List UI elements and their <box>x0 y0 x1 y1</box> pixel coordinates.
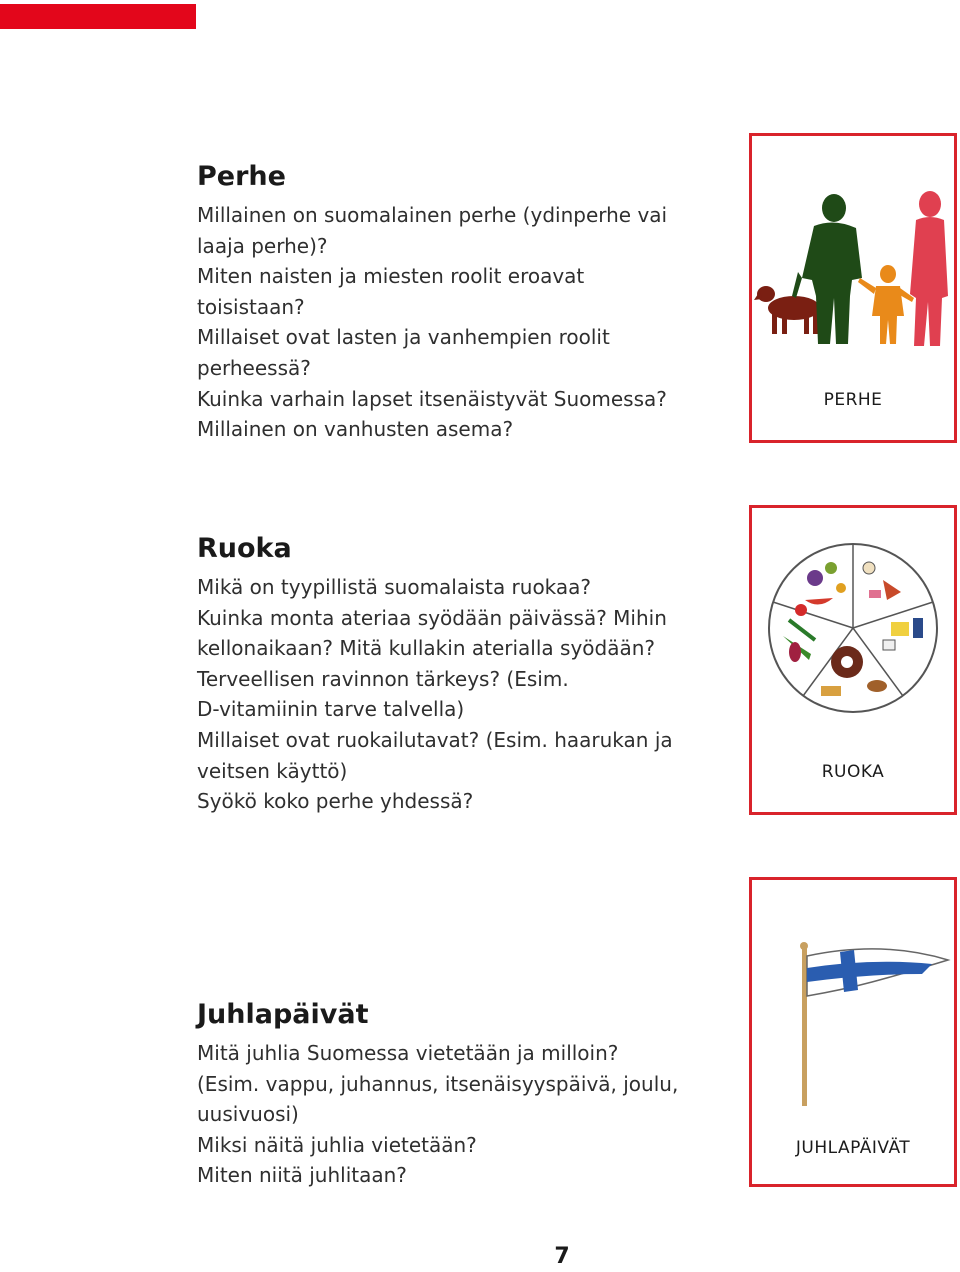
child-figure <box>858 265 914 344</box>
woman-figure <box>910 191 948 346</box>
card-caption-perhe: PERHE <box>823 390 883 410</box>
question-line: Mikä on tyypillistä suomalaista ruokaa? <box>197 575 592 599</box>
question-line: Miten niitä juhlitaan? <box>197 1163 407 1188</box>
question-list-ruoka <box>197 572 717 817</box>
question-list-juhlapaivat <box>197 1038 717 1191</box>
question-line: Mitä juhlia Suomessa vietetään ja milloin? <box>197 1041 619 1065</box>
section-title-perhe: Perhe <box>197 161 286 192</box>
question-line: uusivuosi) <box>197 1102 299 1127</box>
question-line: toisistaan? <box>197 294 305 319</box>
question-line: Millaiset ovat ruokailutavat? (Esim. haarukan ja <box>197 727 673 752</box>
question-line: Syökö koko perhe yhdessä? <box>197 789 474 814</box>
card-perhe <box>749 133 957 443</box>
finnish-flag-illustration <box>752 934 954 1114</box>
question-line: veitsen käyttö) <box>197 758 348 783</box>
question-list-perhe <box>197 200 717 445</box>
question-line: perheessä? <box>197 355 311 380</box>
man-figure <box>792 194 862 344</box>
question-line: Terveellisen ravinnon tärkeys? (Esim. <box>197 666 569 691</box>
question-line: laaja perhe)? <box>197 233 328 258</box>
question-line: Kuinka varhain lapset itsenäistyvät Suomessa? <box>197 386 667 411</box>
question-line: Millainen on suomalainen perhe (ydinperhe vai <box>197 203 668 227</box>
page-number: 7 <box>554 1244 570 1269</box>
question-line: Kuinka monta ateriaa syödään päivässä? Mihin <box>197 605 667 630</box>
question-line: Miten naisten ja miesten roolit eroavat <box>197 264 585 289</box>
question-line: kellonaikaan? Mitä kullakin aterialla syödään? <box>197 636 656 661</box>
card-caption-ruoka: RUOKA <box>821 762 885 782</box>
food-circle-illustration <box>765 540 941 716</box>
section-juhlapaivat <box>197 998 717 1191</box>
section-title-juhlapaivat: Juhlapäivät <box>197 999 369 1030</box>
question-line: Millainen on vanhusten asema? <box>197 417 514 442</box>
top-red-bar <box>0 4 196 29</box>
section-perhe <box>197 160 717 445</box>
card-juhlapaivat <box>749 877 957 1187</box>
family-illustration <box>752 186 954 406</box>
question-line: Millaiset ovat lasten ja vanhempien roolit <box>197 325 610 350</box>
question-line: Miksi näitä juhlia vietetään? <box>197 1132 477 1157</box>
question-line: (Esim. vappu, juhannus, itsenäisyyspäivä, joulu, <box>197 1071 679 1096</box>
question-line: D-vitamiinin tarve talvella) <box>197 697 465 722</box>
section-ruoka <box>197 532 717 817</box>
card-caption-juhlapaivat: JUHLAPÄIVÄT <box>795 1138 911 1158</box>
section-title-ruoka: Ruoka <box>197 533 292 564</box>
card-ruoka <box>749 505 957 815</box>
